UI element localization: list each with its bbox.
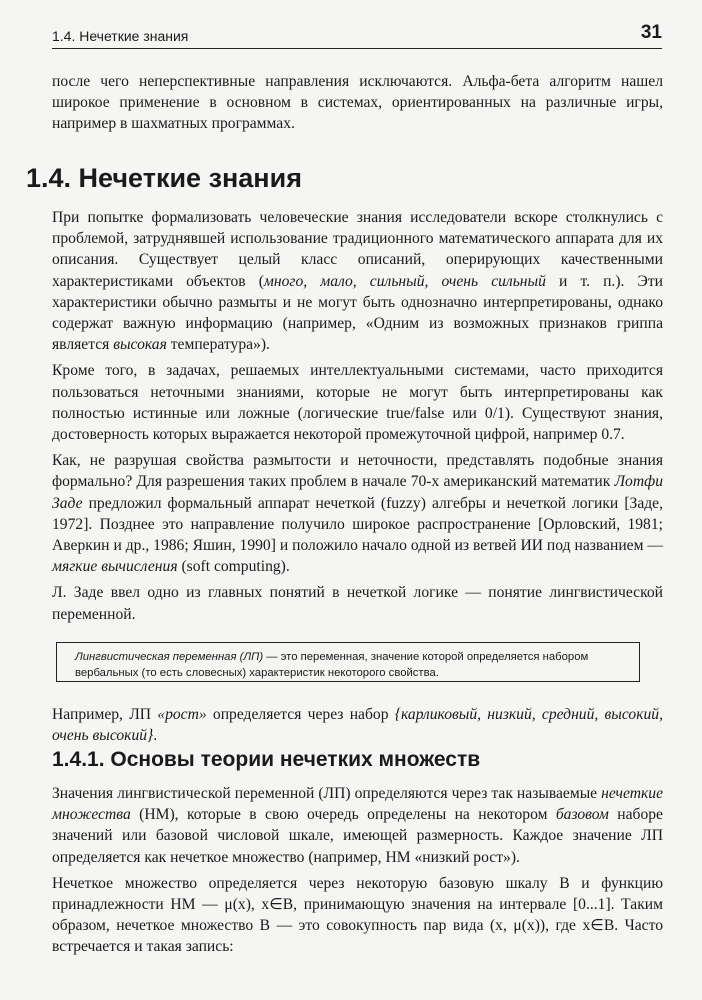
running-head	[52, 22, 662, 49]
definition-term: Лингвистическая переменная (ЛП)	[75, 651, 264, 663]
paragraph-5: Например, ЛП «рост» определяется через набор {карликовый, низкий, средний, высокий, очень высокий}.	[52, 706, 663, 745]
paragraph-6: Значения лингвистической переменной (ЛП) определяются через так называемые нечеткие множества (НМ), которые в свою очередь определены на некотором базовом наборе значений или базовой числовой шкале, имеющей размерность. Каждое значение ЛП определяется как нечеткое множество (например, НМ «низкий рост»).	[52, 785, 663, 866]
section-heading: 1.4. Нечеткие знания	[26, 163, 302, 193]
paragraph-3: Как, не разрушая свойства размытости и неточности, представлять подобные знания формально? Для разрешения таких проблем в начале 70-х американский математик Лотфи Заде предложил формальный аппарат нечеткой (fuzzy) алгебры и нечеткой логики [Заде, 1972]. Позднее это направление получило широкое распространение [Орловский, 1981; Аверкин и др., 1986; Яшин, 1990] и положило начало одной из ветвей ИИ под названием — мягкие вычисления (soft computing).	[52, 452, 663, 576]
page-number: 31	[640, 22, 662, 43]
intro-block	[52, 71, 663, 140]
paragraph-1: При попытке формализовать человеческие знания исследователи вскоре столкнулись с проблемой, затруднявшей использование традиционного математического аппарата для их описания. Существует целый класс описаний, оперирующих качественными характеристиками объектов (много, мало, сильный, очень сильный и т. п.). Эти характеристики обычно размыты и не могут быть однозначно интерпретированы, однако содержат важную информацию (например, «Одним из возможных признаков гриппа является высокая температура»).	[52, 209, 663, 354]
paragraph-2: Кроме того, в задачах, решаемых интеллектуальными системами, часто приходится пользоваться неточными знаниями, которые не могут быть интерпретированы как полностью истинные или ложные (логические true/false или 0/1). Существуют знания, достоверность которых выражается некоторой промежуточной цифрой, например 0.7.	[52, 362, 663, 444]
subsection-body	[52, 783, 663, 963]
example-block	[52, 704, 663, 751]
paragraph-7: Нечеткое множество определяется через некоторую базовую шкалу B и функцию принадлежности НМ — μ(x), x∈B, принимающую значения на интервале [0...1]. Таким образом, нечеткое множество B — это совокупность пар вида (x, μ(x)), где x∈B. Часто встречается и такая запись:	[52, 874, 663, 956]
running-head-title: 1.4. Нечеткие знания	[52, 28, 189, 44]
definition-box	[56, 642, 640, 682]
intro-paragraph: после чего неперспективные направления исключаются. Альфа-бета алгоритм нашел широкое применение в основном в системах, ориентированных на различные игры, например в шахматных программах.	[52, 73, 663, 133]
subsection-heading: 1.4.1. Основы теории нечетких множеств	[52, 748, 481, 771]
paragraph-4: Л. Заде ввел одно из главных понятий в нечеткой логике — понятие лингвистической переменной.	[52, 584, 663, 623]
definition-text: — это переменная, значение которой определяется набором вербальных (то есть словесных) характеристик некоторого свойства.	[75, 651, 589, 679]
section-body	[52, 207, 663, 630]
